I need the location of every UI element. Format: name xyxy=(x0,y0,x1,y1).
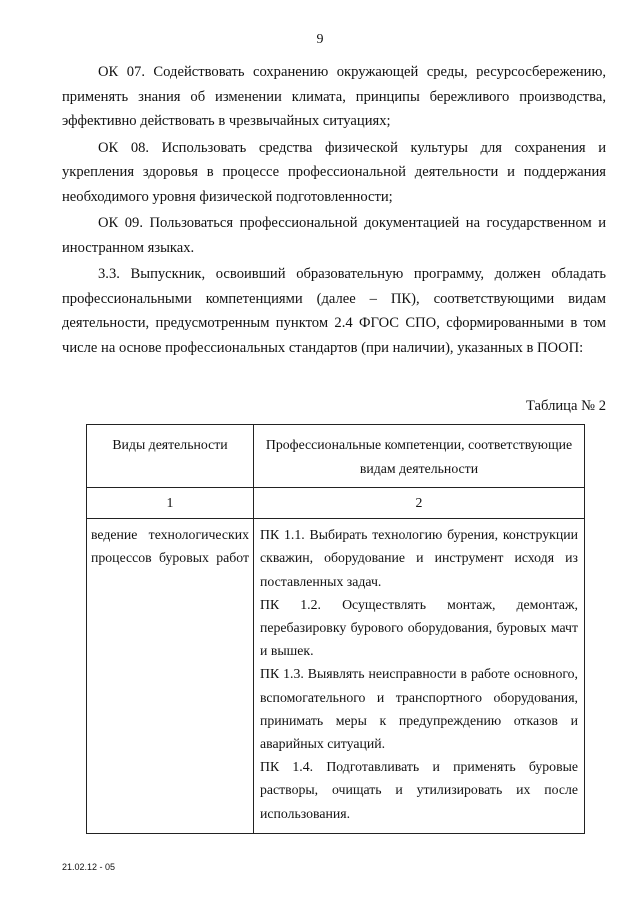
header-activity: Виды деятельности xyxy=(87,425,254,488)
table-row xyxy=(87,519,585,834)
column-number-1: 1 xyxy=(87,488,254,519)
competency-pk-1-4: ПК 1.4. Подготавливать и применять буровые растворы, очищать и утилизировать их после использования. xyxy=(260,759,578,821)
competency-table xyxy=(86,424,585,834)
table-caption: Таблица № 2 xyxy=(526,398,606,414)
footer-code: 21.02.12 - 05 xyxy=(62,862,116,872)
competency-pk-1-2: ПК 1.2. Осуществлять монтаж, демонтаж, перебазировку бурового оборудования, буровых мачт и вышек. xyxy=(260,596,578,659)
paragraph-ok07: ОК 07. Содействовать сохранению окружающей среды, ресурсосбережению, применять знания об изменении климата, принципы бережливого производства, эффективно действовать в чрезвычайных ситуациях; xyxy=(62,64,606,129)
competency-pk-1-3: ПК 1.3. Выявлять неисправности в работе основного, вспомогательного и транспортного оборудования, принимать меры к предупреждению отказов и аварийных ситуаций. xyxy=(260,666,578,752)
competency-pk-1-1: ПК 1.1. Выбирать технологию бурения, конструкции скважин, оборудование и инструмент исходя из поставленных задач. xyxy=(260,527,578,589)
paragraph-ok08: ОК 08. Использовать средства физической культуры для сохранения и укрепления здоровья в процессе профессиональной деятельности и поддержания необходимого уровня физической подготовленности; xyxy=(62,139,606,205)
header-competencies: Профессиональные компетенции, соответствующие видам деятельности xyxy=(254,425,585,488)
paragraph-ok09: ОК 09. Пользоваться профессиональной документацией на государственном и иностранном языках. xyxy=(62,215,606,256)
page-number: 9 xyxy=(316,32,324,47)
body-text xyxy=(62,60,606,362)
column-number-2: 2 xyxy=(254,488,585,519)
activity-cell: ведение технологических процессов буровых работ xyxy=(87,519,254,834)
paragraph-3-3: 3.3. Выпускник, освоивший образовательную программу, должен обладать профессиональными компетенциями (далее – ПК), соответствующими видам деятельности, предусмотренным пунктом 2.4 ФГОС СПО, сформированными в том числе на основе профессиональных стандартов (при наличии), указанных в ПООП: xyxy=(62,266,606,356)
column-number-row xyxy=(87,488,585,519)
table-header-row xyxy=(87,425,585,488)
competencies-cell xyxy=(254,519,585,834)
